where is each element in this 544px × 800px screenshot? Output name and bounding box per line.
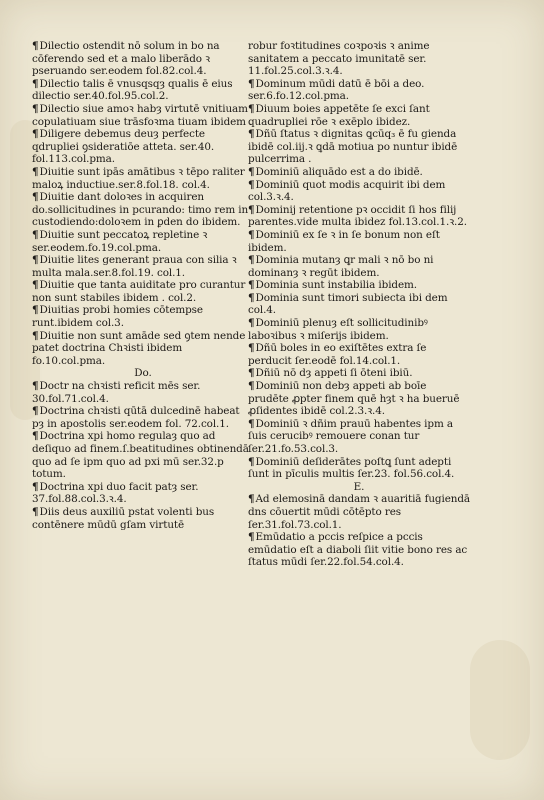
pilcrow-mark-icon: ¶	[248, 342, 255, 355]
index-entry	[248, 128, 470, 166]
pilcrow-mark-icon: ¶	[248, 102, 255, 115]
pilcrow-mark-icon: ¶	[248, 531, 255, 544]
pilcrow-mark-icon: ¶	[248, 178, 255, 191]
index-entry	[248, 531, 470, 569]
index-entry	[32, 380, 254, 405]
index-entry	[248, 204, 470, 229]
index-entry	[32, 254, 254, 279]
pilcrow-mark-icon: ¶	[32, 430, 39, 443]
entry-text: Doctrina xpi homo regulaȝ quo ad deſiquo ad finem.ſ.beatitudines obtinendā quo ad ſe ipm quo ad pxi mū ser.32.p totum.	[32, 430, 249, 481]
index-entry	[248, 292, 470, 317]
index-entry	[248, 380, 470, 418]
pilcrow-mark-icon: ¶	[248, 455, 255, 468]
index-entry	[32, 166, 254, 191]
entry-text: Dominiū ꝛ dñim prauū habentes ipm a ſuis cerucibꝰ remouere conan tur ſer.21.fo.53.col.3.	[248, 417, 454, 455]
page-stain	[470, 640, 530, 760]
pilcrow-mark-icon: ¶	[248, 254, 255, 267]
index-entry	[248, 254, 470, 279]
entry-text: Doctrina chꝛisti qūtā dulcedinē habeat pȝ in apostolis ser.eodem fol. 72.col.1.	[32, 405, 240, 430]
entry-text: Dominia mutanȝ ꝗr mali ꝛ nō bo ni dominanȝ ꝛ regūt ibidem.	[248, 254, 434, 279]
index-entry	[32, 128, 254, 166]
index-entry	[32, 304, 254, 329]
pilcrow-mark-icon: ¶	[248, 291, 255, 304]
pilcrow-mark-icon: ¶	[32, 380, 39, 393]
entry-text: Emūdatio a pccis reſpice a pccis emūdatio eſt a diaboli ſiit vitie bono res ac ſtatus mūdi ſer.22.fol.54.col.4.	[248, 531, 468, 569]
index-entry	[248, 493, 470, 531]
index-entry	[248, 40, 470, 78]
pilcrow-mark-icon: ¶	[248, 493, 255, 506]
entry-text: robur foꝛtitudines coꝛpoꝛis ꝛ anime sanitatem a peccato imunitatē ser. 11.fol.25.col.3.ꝛ.4.	[248, 40, 430, 78]
index-entry	[32, 191, 254, 229]
index-entry	[32, 506, 254, 531]
entry-text: Dominiū deſiderātes poſtꝗ ſunt adepti ſunt in pīculis multis ſer.23. fol.56.col.4.	[248, 455, 455, 481]
entry-text: Diuitie sunt peccatoꝝ repletine ꝛ ser.eodem.fo.19.col.pma.	[32, 228, 208, 254]
pilcrow-mark-icon: ¶	[248, 417, 255, 430]
index-entry	[32, 103, 254, 128]
pilcrow-mark-icon: ¶	[32, 279, 39, 292]
entry-text: Dominiū quot modis acquirit ibi dem col.3.ꝛ.4.	[248, 178, 446, 204]
pilcrow-mark-icon: ¶	[248, 165, 255, 178]
entry-text: Dñū boles in eo exiſtētes extra ſe perducit ſer.eodē fol.14.col.1.	[248, 342, 427, 367]
entry-text: Dilectio talis ē vnusqsqȝ qualis ē eius dilectio ser.40.fol.95.col.2.	[32, 77, 233, 103]
index-entry	[248, 317, 470, 342]
entry-text: Diuitie que tanta auiditate pro curantur non sunt stabiles ibidem . col.2.	[32, 279, 246, 304]
index-entry	[248, 179, 470, 204]
entry-text: Dilectio siue amoꝛ habȝ virtutē vnitiuam copulatiuam siue trāsfoꝛma tiuam ibidem .	[32, 102, 253, 128]
entry-text: Dominiū non debȝ appeti ab boīe prudēte ꝓpter finem quē hȝt ꝛ ha bueruē ꝓſidentes ibidē col.2.3.ꝛ.4.	[248, 380, 460, 418]
pilcrow-mark-icon: ¶	[248, 380, 255, 393]
index-entry	[32, 279, 254, 304]
right-column	[248, 40, 470, 569]
entry-text: Dominum mūdi datū ē bōi a deo. ser.6.fo.12.col.pma.	[248, 77, 425, 103]
pilcrow-mark-icon: ¶	[32, 329, 39, 342]
index-entry	[248, 166, 470, 179]
pilcrow-mark-icon: ¶	[248, 128, 255, 141]
index-entry	[248, 342, 470, 367]
pilcrow-mark-icon: ¶	[248, 77, 255, 90]
pilcrow-mark-icon: ¶	[32, 77, 39, 90]
index-entry	[32, 330, 254, 368]
entry-text: Diuitias probi homies cōtempse runt.ibidem col.3.	[32, 304, 203, 330]
index-entry	[248, 279, 470, 292]
pilcrow-mark-icon: ¶	[32, 165, 39, 178]
entry-text: Doctr na chꝛisti reficit mēs ser. 30.fol.71.col.4.	[32, 380, 201, 405]
entry-text: Dñiū nō dȝ appeti ſi ōteni ibiū.	[255, 367, 413, 380]
entry-text: Dominiū aliquādo est a do ibidē.	[255, 165, 423, 178]
pilcrow-mark-icon: ¶	[32, 191, 39, 204]
pilcrow-mark-icon: ¶	[32, 480, 39, 493]
index-entry	[248, 418, 470, 456]
pilcrow-mark-icon: ¶	[248, 317, 255, 330]
entry-text: Diligere debemus deuȝ perfecte qdrupliei ꝯsideratiōe atteta. ser.40. fol.113.col.pma.	[32, 128, 215, 166]
index-entry	[32, 78, 254, 103]
entry-text: Diuitie dant doloꝛes in acquiren do.sollicitudines in pcurando: timo rem in custodiendo:doloꝛem in ꝑden do ibidem.	[32, 191, 249, 229]
entry-text: Diuitie sunt ipās amātibus ꝛ tēpo raliter maloꝝ inductiue.ser.8.fol.18. col.4.	[32, 165, 245, 191]
index-entry	[248, 229, 470, 254]
entry-text: Diuitie non sunt amāde sed ꝯtem nende patet doctrina Chꝛisti ibidem fo.10.col.pma.	[32, 329, 246, 367]
left-column	[32, 40, 254, 531]
entry-text: Ad elemosinā dandam ꝛ auaritiā fugiendā dns cōuertit mūdi cōtēpto res ſer.31.fol.73.col.1.	[248, 493, 470, 531]
section-heading: Do.	[134, 367, 152, 380]
index-entry	[32, 430, 254, 480]
index-entry	[32, 405, 254, 430]
index-entry	[32, 481, 254, 506]
entry-text: Diuitie lites generant praua con silia ꝛ multa mala.ser.8.fol.19. col.1.	[32, 254, 237, 279]
pilcrow-mark-icon: ¶	[248, 228, 255, 241]
entry-text: Dominia sunt instabilia ibidem.	[255, 279, 417, 292]
index-entry	[248, 103, 470, 128]
pilcrow-mark-icon: ¶	[32, 228, 39, 241]
entry-text: Dominiū plenuȝ eſt sollicitudinibꝰ laboꝛibus ꝛ miſerijs ibidem.	[248, 317, 428, 342]
pilcrow-mark-icon: ¶	[248, 279, 255, 292]
index-entry	[32, 229, 254, 254]
pilcrow-mark-icon: ¶	[32, 128, 39, 141]
entry-text: Dñū ſtatus ꝛ dignitas ꝗcūq₃ ē fu gienda ibidē col.iij.ꝛ ꝗdā motiua po nuntur ibidē pulcerrima .	[248, 128, 458, 166]
entry-text: Dominia sunt timori subiecta ibi dem col.4.	[248, 291, 448, 317]
pilcrow-mark-icon: ¶	[32, 405, 39, 418]
entry-text: Dominij retentione pꝛ occidit ſi hos filij parentes.vide multa ibidez fol.13.col.1.ꝛ.2.	[248, 203, 467, 229]
entry-text: Diuum boies appetēte ſe exci ſant quadrupliei rōe ꝛ exēplo ibidez.	[248, 102, 430, 128]
entry-text: Doctrina xpi duo facit patȝ ser. 37.fol.88.col.3.ꝛ.4.	[32, 480, 199, 506]
section-heading: E.	[353, 480, 365, 493]
pilcrow-mark-icon: ¶	[248, 367, 255, 380]
pilcrow-mark-icon: ¶	[32, 40, 39, 52]
index-entry	[248, 78, 470, 103]
index-entry	[32, 40, 254, 78]
index-entry	[248, 367, 470, 380]
pilcrow-mark-icon: ¶	[32, 254, 39, 267]
entry-text: Diis deus auxiliū pstat volenti bus contēnere mūdū gſam virtutē	[32, 505, 215, 531]
pilcrow-mark-icon: ¶	[32, 102, 39, 115]
index-entry	[248, 456, 470, 481]
entry-text: Dilectio ostendit nō solum in bo na cōferendo sed et a malo liberādo ꝛ pseruando ser.eodem fol.82.col.4.	[32, 40, 220, 78]
entry-text: Dominiū ex ſe ꝛ in ſe bonum non eſt ibidem.	[248, 228, 440, 254]
pilcrow-mark-icon: ¶	[32, 505, 39, 518]
pilcrow-mark-icon: ¶	[32, 304, 39, 317]
pilcrow-mark-icon: ¶	[248, 203, 255, 216]
